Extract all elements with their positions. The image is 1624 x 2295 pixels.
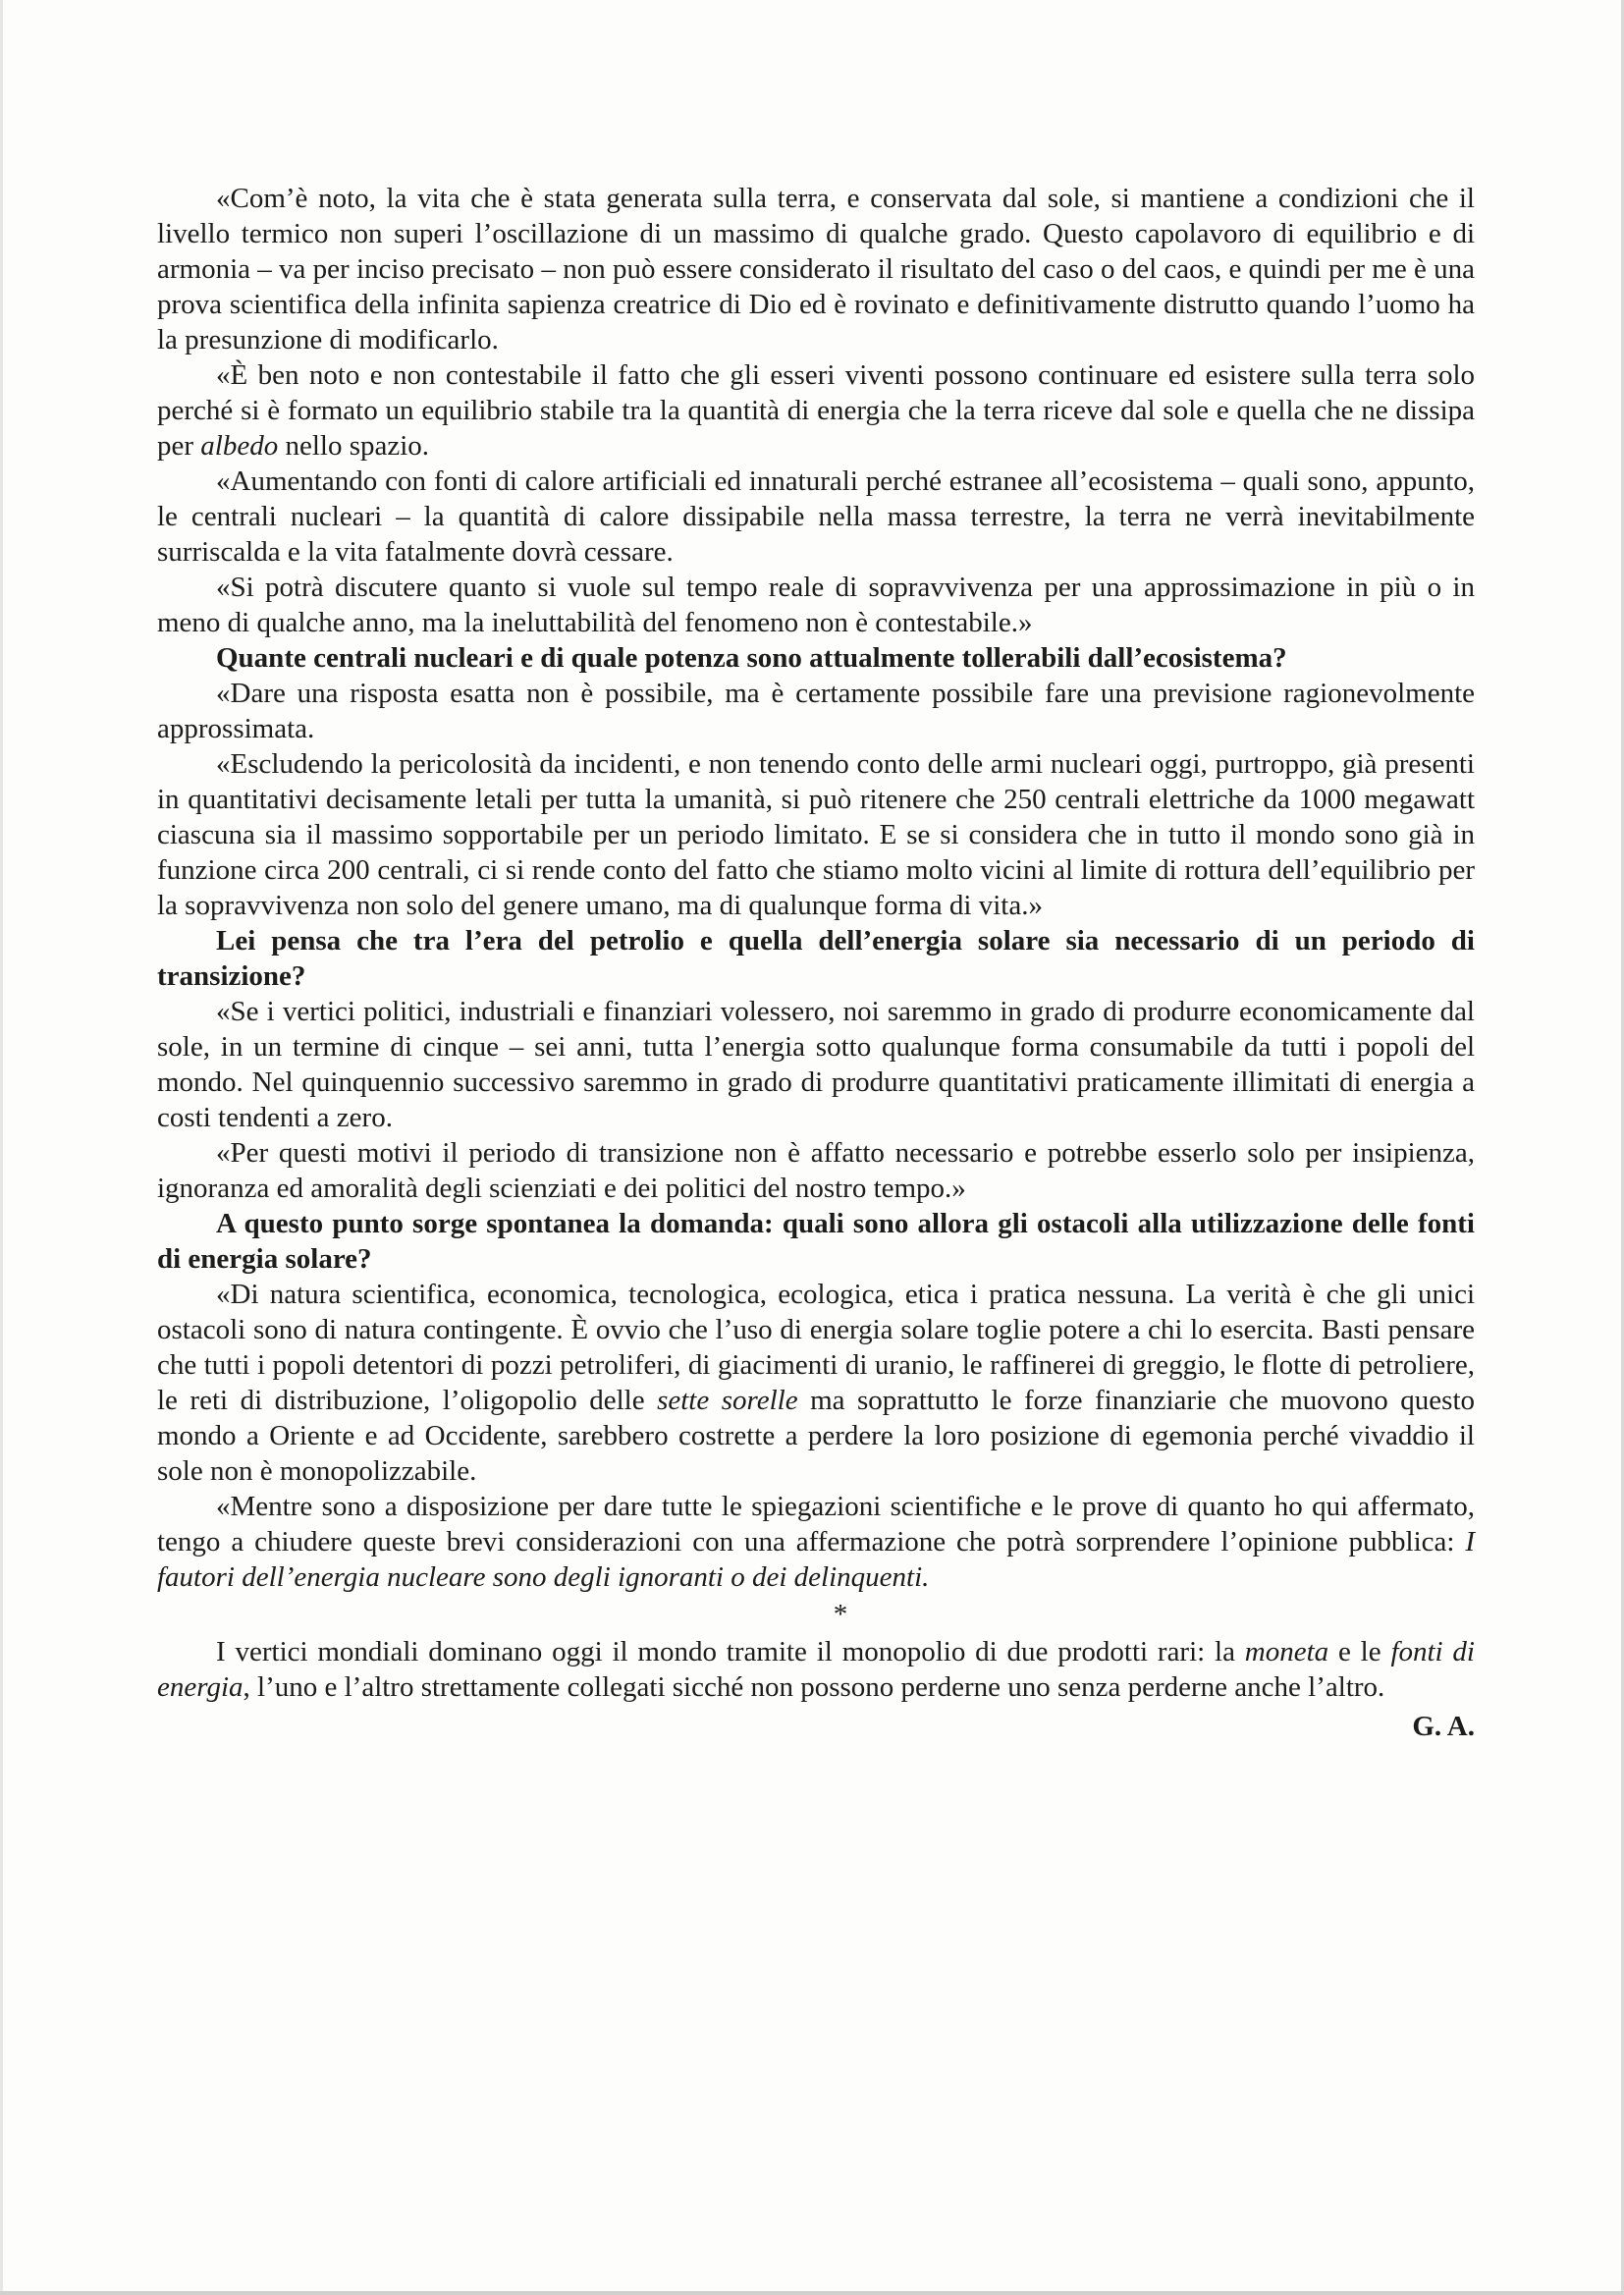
paragraph-text: «Com’è noto, la vita che è stata generata sulla terra, e conservata dal sole, si mantiene a condizioni che il livello termico non superi l’oscillazione di un massimo di qualche grado. Questo capolavoro di equilibrio e di armonia – va per inciso precisato – non può essere considerato il risultato del caso o del caos, e quindi per me è una prova scientifica della infinita sapienza creatrice di Dio ed è rovinato e definitivamente distrutto quando l’uomo ha la presunzione di modificarlo. bbox=[157, 183, 1475, 355]
paragraph-text: «Dare una risposta esatta non è possibile, ma è certamente possibile fare una previsione ragionevolmente approssimata. bbox=[157, 678, 1475, 744]
paragraph-3 bbox=[157, 464, 1475, 570]
paragraph-1 bbox=[157, 181, 1475, 357]
question-text: Lei pensa che tra l’era del petrolio e quella dell’energia solare sia necessario di un periodo di transizione? bbox=[157, 925, 1475, 992]
paragraph-text: «Di natura scientifica, economica, tecnologica, ecologica, etica i pratica nessuna. La verità è che gli unici ostacoli sono di natura contingente. È ovvio che l’uso di energia solare toglie potere a chi lo esercita. Basti pensare che tutti i popoli detentori di pozzi petroliferi, di giacimenti di uranio, le raffinerei di greggio, le flotte di petroliere, le reti di distribuzione, l’oligopolio delle bbox=[157, 1279, 1475, 1416]
question-text: Quante centrali nucleari e di quale potenza sono attualmente tollerabili dall’ecosistema? bbox=[216, 642, 1287, 674]
paragraph-text: «Aumentando con fonti di calore artificiali ed innaturali perché estranee all’ecosistema – quali sono, appunto, le centrali nucleari – la quantità di calore dissipabile nella massa terrestre, la terra ne verrà inevitabilmente surriscalda e la vita fatalmente dovrà cessare. bbox=[157, 465, 1475, 568]
paragraph-text: «Si potrà discutere quanto si vuole sul tempo reale di sopravvivenza per una approssimazione in più o in meno di qualche anno, ma la ineluttabilità del fenomeno non è contestabile.» bbox=[157, 572, 1475, 638]
paragraph-13 bbox=[157, 1489, 1475, 1595]
paragraph-text: nello spazio. bbox=[278, 430, 430, 462]
italic-term-moneta: moneta bbox=[1244, 1636, 1329, 1667]
italic-term-albedo: albedo bbox=[200, 430, 279, 462]
interview-question-3 bbox=[157, 1206, 1475, 1277]
paragraph-text: e le bbox=[1328, 1636, 1391, 1667]
paragraph-text: I vertici mondiali dominano oggi il mondo tramite il monopolio di due prodotti rari: la bbox=[216, 1636, 1245, 1667]
paragraph-4 bbox=[157, 570, 1475, 640]
scan-edge-bottom bbox=[0, 2291, 1624, 2295]
question-text: A questo punto sorge spontanea la domanda: quali sono allora gli ostacoli alla utilizzazione delle fonti di energia solare? bbox=[157, 1208, 1475, 1275]
italic-term-sette-sorelle: sette sorelle bbox=[657, 1385, 798, 1416]
paragraph-text: «Per questi motivi il periodo di transizione non è affatto necessario e potrebbe esserlo solo per insipienza, ignoranza ed amoralità degli scienziati e dei politici del nostro tempo.» bbox=[157, 1137, 1475, 1204]
italic-quote-conclusion: I fautori dell’energia nucleare sono degli ignoranti o dei delinquenti. bbox=[157, 1526, 1475, 1593]
paragraph-6 bbox=[157, 676, 1475, 746]
paragraph-10 bbox=[157, 1135, 1475, 1206]
paragraph-text: «È ben noto e non contestabile il fatto che gli esseri viventi possono continuare ed esistere sulla terra solo perché si è formato un equilibrio stabile tra la quantità di energia che la terra riceve dal sole e quella che ne dissipa per bbox=[157, 359, 1475, 462]
closing-paragraph bbox=[157, 1634, 1475, 1705]
interview-question-2 bbox=[157, 923, 1475, 994]
italic-term-fonti-di-energia: fonti di energia bbox=[157, 1636, 1475, 1703]
paragraph-text: «Se i vertici politici, industriali e finanziari volessero, noi saremmo in grado di produrre economicamente dal sole, in un termine di cinque – sei anni, tutta l’energia sotto qualunque forma consumabile da tutti i popoli del mondo. Nel quinquennio successivo saremmo in grado di produrre quantitativi praticamente illimitati di energia a costi tendenti a zero. bbox=[157, 996, 1475, 1133]
paragraph-text: , l’uno e l’altro strettamente collegati sicché non possono perderne uno senza perderne anche l’altro. bbox=[243, 1671, 1385, 1703]
paragraph-7 bbox=[157, 746, 1475, 923]
interview-question-1 bbox=[157, 640, 1475, 676]
paragraph-text: ma soprattutto le forze finanziarie che muovono questo mondo a Oriente e ad Occidente, sarebbero costrette a perdere la loro posizione di egemonia perché vivaddio il sole non è monopolizzabile. bbox=[157, 1385, 1475, 1487]
paragraph-text: «Escludendo la pericolosità da incidenti, e non tenendo conto delle armi nucleari oggi, purtroppo, già presenti in quantitativi decisamente letali per tutta la umanità, si può ritenere che 250 centrali elettriche da 1000 megawatt ciascuna sia il massimo sopportabile per un periodo limitato. E se si considera che in tutto il mondo sono già in funzione circa 200 centrali, ci si rende conto del fatto che stiamo molto vicini al limite di rottura dell’equilibrio per la sopravvivenza non solo del genere umano, ma di qualunque forma di vita.» bbox=[157, 748, 1475, 921]
document-page bbox=[157, 181, 1475, 1744]
author-signature: G. A. bbox=[1412, 1711, 1475, 1742]
paragraph-12 bbox=[157, 1277, 1475, 1489]
paragraph-text: «Mentre sono a disposizione per dare tutte le spiegazioni scientifiche e le prove di quanto ho qui affermato, tengo a chiudere queste brevi considerazioni con una affermazione che potrà sorprendere l’opinione pubblica: bbox=[157, 1491, 1475, 1557]
scan-edge-left bbox=[0, 0, 3, 2295]
section-separator: * bbox=[833, 1599, 848, 1630]
paragraph-2 bbox=[157, 357, 1475, 464]
paragraph-9 bbox=[157, 994, 1475, 1135]
